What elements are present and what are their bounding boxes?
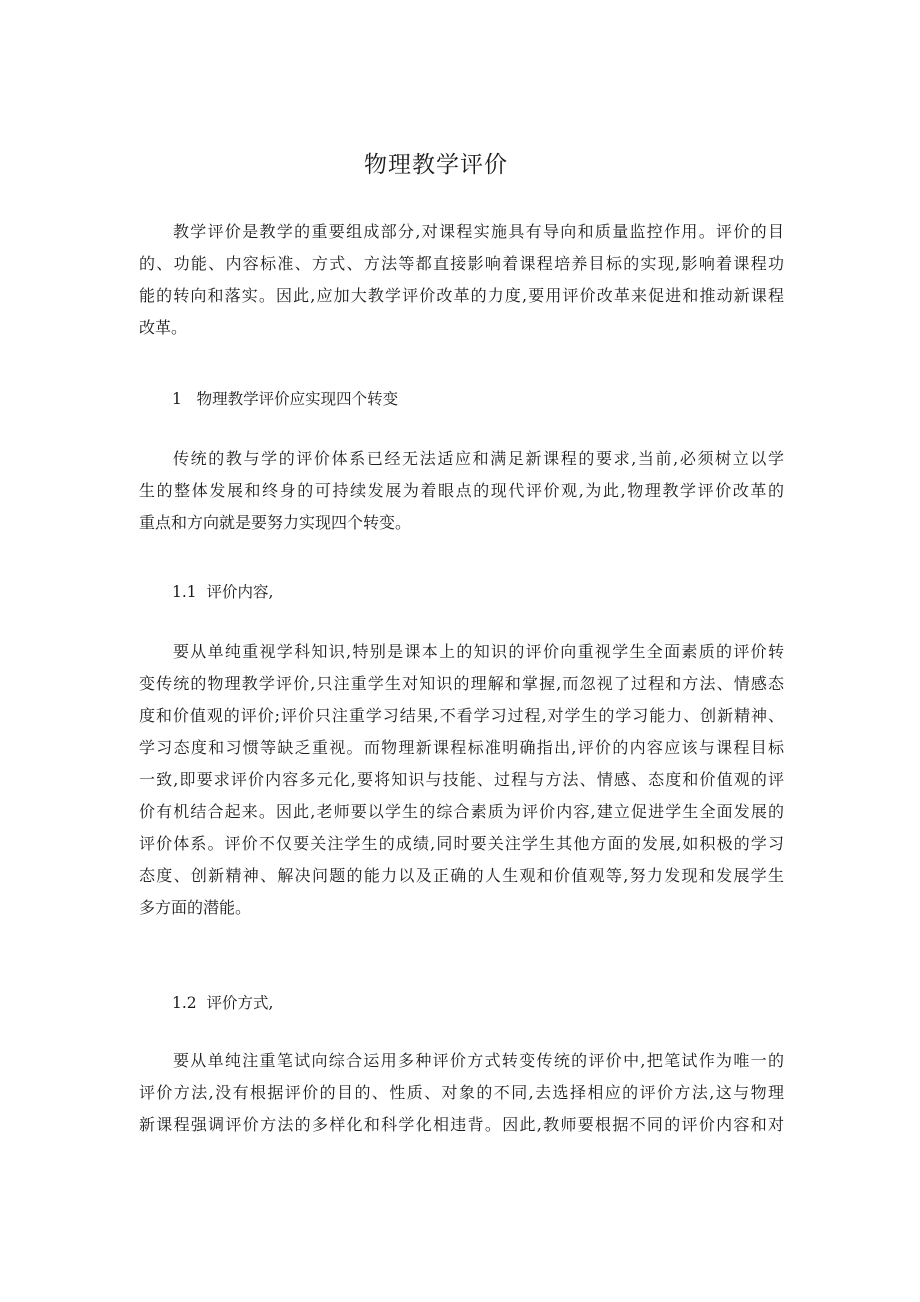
paragraph-line: 能的转向和落实。因此,应加大教学评价改革的力度,要用评价改革来促进和推动新课程 — [139, 286, 784, 305]
paragraph-line: 评价体系。评价不仅要关注学生的成绩,同时要关注学生其他方面的发展,如积极的学习 — [139, 834, 784, 853]
paragraph-line: 要从单纯重视学科知识,特别是课本上的知识的评价向重视学生全面素质的评价转 — [173, 642, 784, 661]
paragraph-line: 传统的教与学的评价体系已经无法适应和满足新课程的要求,当前,必须树立以学 — [173, 449, 784, 468]
paragraph-line: 评价方法,没有根据评价的目的、性质、对象的不同,去选择相应的评价方法,这与物理 — [139, 1083, 784, 1102]
section-1-paragraph — [139, 443, 784, 539]
section-1-1-paragraph — [139, 636, 784, 924]
paragraph-line: 要从单纯注重笔试向综合运用多种评价方式转变传统的评价中,把笔试作为唯一的 — [173, 1051, 784, 1070]
paragraph-line: 多方面的潜能。 — [139, 898, 252, 917]
paragraph-line: 改革。 — [139, 318, 188, 337]
paragraph-line: 学习态度和习惯等缺乏重视。而物理新课程标准明确指出,评价的内容应该与课程目标 — [139, 738, 784, 757]
paragraph-line: 生的整体发展和终身的可持续发展为着眼点的现代评价观,为此,物理教学评价改革的 — [139, 481, 784, 500]
paragraph-line: 度和价值观的评价;评价只注重学习结果,不看学习过程,对学生的学习能力、创新精神、 — [139, 706, 784, 725]
section-1-2-paragraph — [139, 1045, 784, 1141]
paragraph-line: 变传统的物理教学评价,只注重学生对知识的理解和掌握,而忽视了过程和方法、情感态 — [139, 674, 784, 693]
paragraph-line: 价有机结合起来。因此,老师要以学生的综合素质为评价内容,建立促进学生全面发展的 — [139, 802, 784, 821]
document-title: 物理教学评价 — [364, 152, 508, 178]
paragraph-line: 重点和方向就是要努力实现四个转变。 — [139, 513, 412, 532]
paragraph-line: 态度、创新精神、解决问题的能力以及正确的人生观和价值观等,努力发现和发展学生 — [139, 866, 784, 885]
paragraph-line: 新课程强调评价方法的多样化和科学化相违背。因此,教师要根据不同的评价内容和对 — [139, 1115, 784, 1134]
paragraph-line: 的、功能、内容标准、方式、方法等都直接影响着课程培养目标的实现,影响着课程功 — [139, 254, 784, 273]
intro-paragraph — [139, 216, 784, 344]
section-1-1-heading: 1.1 评价内容, — [172, 583, 274, 601]
section-1-heading: 1 物理教学评价应实现四个转变 — [172, 390, 399, 408]
section-1-2-heading: 1.2 评价方式, — [172, 994, 274, 1012]
paragraph-line: 一致,即要求评价内容多元化,要将知识与技能、过程与方法、情感、态度和价值观的评 — [139, 770, 784, 789]
paragraph-line: 教学评价是教学的重要组成部分,对课程实施具有导向和质量监控作用。评价的目 — [173, 222, 784, 241]
